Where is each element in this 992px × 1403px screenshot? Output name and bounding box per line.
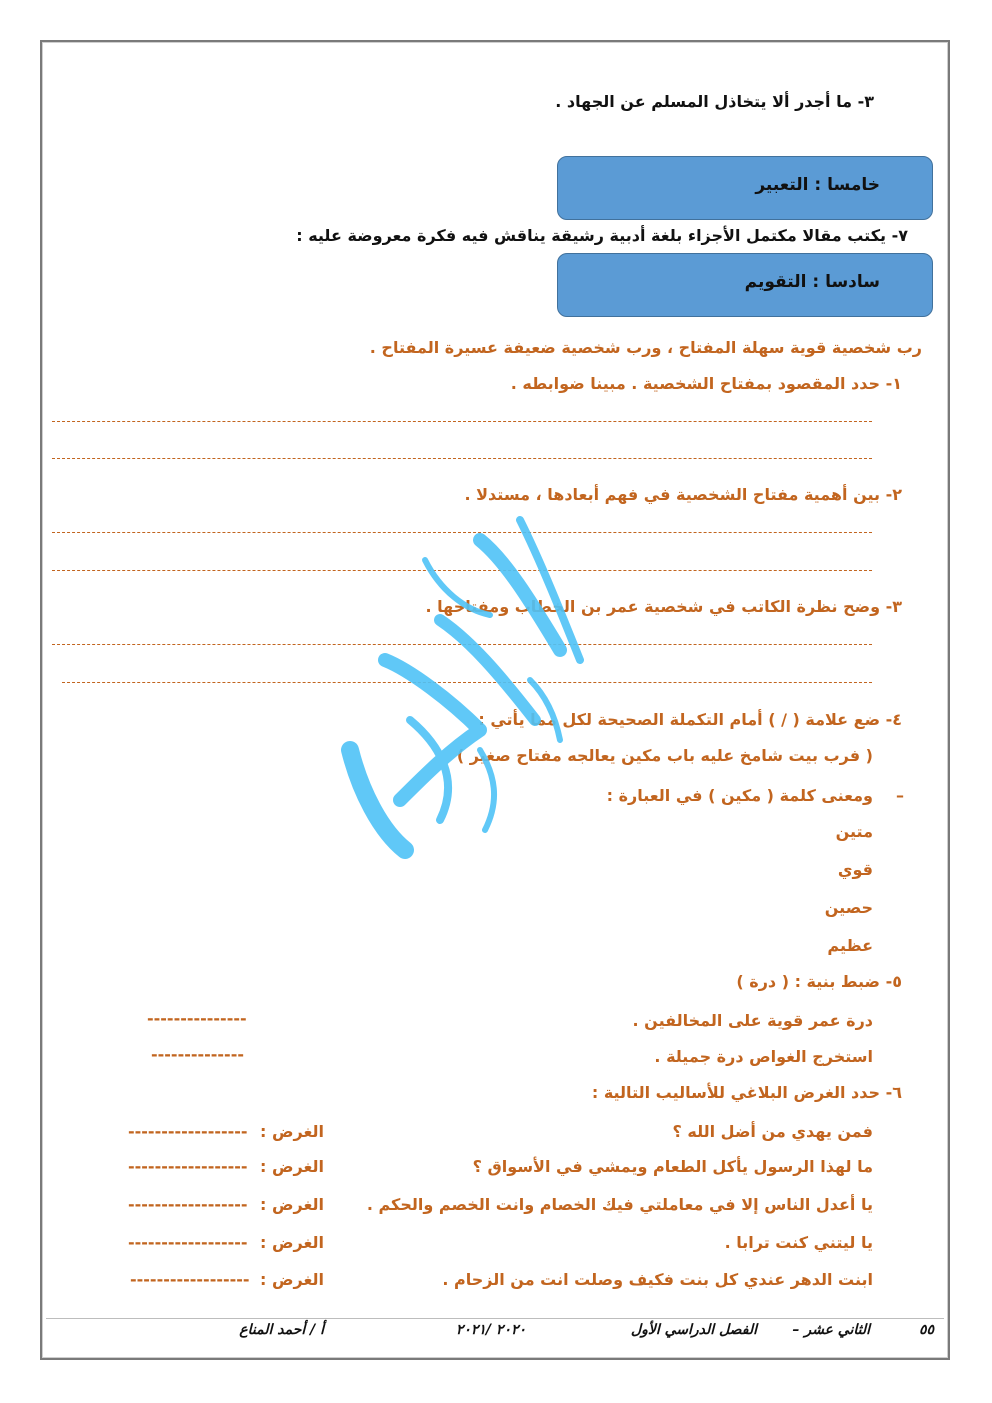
answer-line: [52, 421, 872, 422]
signature-watermark: [330, 500, 600, 870]
q6-sentence: يا ليتني كنت ترابا .: [724, 1233, 873, 1252]
q6-blank[interactable]: ------------------: [130, 1270, 250, 1289]
footer-year: ٢٠٢٠ /٢٠٢١: [455, 1322, 526, 1338]
q6-blank[interactable]: ------------------: [128, 1157, 248, 1176]
q6-blank[interactable]: ------------------: [128, 1195, 248, 1214]
footer-rule: [46, 1318, 944, 1319]
q6-sentence: فمن يهدي من أضل الله ؟: [672, 1122, 873, 1141]
section-5-item: ٧- يكتب مقالا مكتمل الأجزاء بلغة أدبية رشيقة يناقش فيه فكرة معروضة عليه :: [296, 226, 908, 245]
option-item[interactable]: متين: [835, 822, 873, 841]
section-6-header: [557, 253, 933, 317]
question-6: ٦- حدد الغرض البلاغي للأساليب التالية :: [591, 1083, 902, 1102]
q6-sentence: يا أعدل الناس إلا في معاملتي فيك الخصام وانت الخصم والحكم .: [366, 1195, 873, 1214]
q6-label: الغرض :: [260, 1195, 324, 1214]
q5-sentence: استخرج الغواص درة جميلة .: [654, 1047, 873, 1066]
q6-sentence: ابنت الدهر عندي كل بنت فكيف وصلت انت من الزحام .: [442, 1270, 873, 1289]
passage-text: رب شخصية قوية سهلة المفتاح ، ورب شخصية ضعيفة عسيرة المفتاح .: [369, 338, 922, 357]
q5-blank[interactable]: ---------------: [147, 1009, 247, 1028]
footer-grade: الثاني عشر –: [792, 1322, 870, 1338]
q6-label: الغرض :: [260, 1122, 324, 1141]
option-item[interactable]: عظيم: [827, 936, 873, 955]
answer-line: [52, 458, 872, 459]
question-5: ٥- ضبط بنية : ( درة ): [736, 972, 902, 991]
q5-sentence: درة عمر قوية على المخالفين .: [632, 1011, 873, 1030]
q6-label: الغرض :: [260, 1233, 324, 1252]
q5-blank[interactable]: --------------: [151, 1045, 244, 1064]
section-5-header: [557, 156, 933, 220]
q6-label: الغرض :: [260, 1157, 324, 1176]
q6-blank[interactable]: ------------------: [128, 1233, 248, 1252]
question-3-text: ٣- ما أجدر ألا يتخاذل المسلم عن الجهاد .: [555, 92, 874, 111]
section-5-title: خامسا : التعبير: [755, 175, 880, 195]
question-4-quote: ( فرب بيت شامخ عليه باب مكين يعالجه مفتاح صغير ): [456, 746, 873, 765]
q6-label: الغرض :: [260, 1270, 324, 1289]
q6-blank[interactable]: ------------------: [128, 1122, 248, 1141]
section-6-title: سادسا : التقويم: [744, 272, 880, 292]
question-4-sub-bullet: –: [896, 786, 904, 805]
question-4: ٤- ضع علامة ( / ) أمام التكملة الصحيحة لكل مما يأتي :: [478, 710, 902, 729]
footer-page-number: ٥٥: [918, 1322, 934, 1338]
option-item[interactable]: قوي: [837, 860, 873, 879]
question-3: ٣- وضح نظرة الكاتب في شخصية عمر بن الخطاب ومفتاحها .: [425, 597, 902, 616]
footer-teacher: أ / أحمد المناع: [239, 1322, 324, 1338]
question-1: ١- حدد المقصود بمفتاح الشخصية . مبينا ضوابطه .: [510, 374, 902, 393]
option-item[interactable]: حصين: [824, 898, 873, 917]
q6-sentence: ما لهذا الرسول يأكل الطعام ويمشي في الأسواق ؟: [472, 1157, 873, 1176]
question-2: ٢- بين أهمية مفتاح الشخصية في فهم أبعادها ، مستدلا .: [464, 485, 902, 504]
question-4-subquestion: ومعنى كلمة ( مكين ) في العبارة :: [606, 786, 873, 805]
footer-term: الفصل الدراسي الأول: [630, 1322, 757, 1338]
